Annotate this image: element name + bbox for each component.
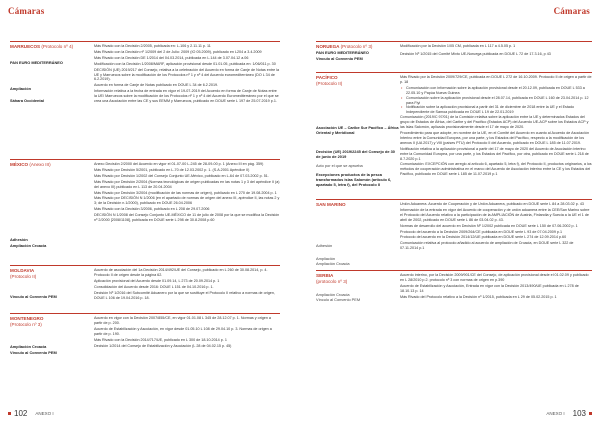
country-section-noruega [316,41,592,69]
bullet-item: • Comunicación sobre la aplicación provisional desde el 28.07.14, publicada en DOUE L 160 de 23.04.2014 p. 12 para Fiyi [400,96,592,106]
left-page [10,41,280,356]
country-section-serbia [316,270,592,303]
row-label: Decisión (UE) 2019/2245 del Consejo de 30 de junio de 2019 [316,149,395,159]
entry-text: Protocolo del acuerdo a la Decisión 2009/264/CE publicada en DOUE serie L 93 de 07.04.2009 p.1 [400,229,563,234]
entry-text: DECISIÓN N 1/2008 del Consejo Conjunto UE-MÉXICO de 11 de julio de 2008 por la que se modifica la Decisión nº 2/2000 [2008/1108], publicada en DOUE serie L 298 de 30.8.2008 p.60 [94,213,280,223]
country-section-marruecos [10,41,280,155]
row-label: Vínculo al Convenio PEM [10,350,57,356]
camaras-logo-right [554,6,590,16]
footer-marker [589,412,592,415]
country-name: MARRUECOS (Protocolo nº 4) [10,44,74,49]
bullet-item: • Notificación sobre la aplicación provisional a partir del 31 de diciembre de 2018 entre la UE y el Estado Independiente de Samoa publicada en DOUE L 19 de 22.01.2019 [400,105,592,115]
entry-text: Más Rivado con la Decisión DE 1/2014 del 04.03.2014, publicada en L.144 de 3.07.04.12 a.06 [94,55,249,60]
entry-text: Más Rivado por Decisión 3/2004 (modificación de las normas de origen), publicado en L 270 de 19.08.2004 p. 1 [94,190,277,195]
country-section-pacifico [316,72,592,196]
entry-text: Consolidación del Acuerdo desde 2016: DOUE L 151 de 04.10.2016 p. 1. [94,284,214,289]
entry-text: Normas de desarrollo del acuerdo en Decisión Nº 1/2002 publicada en DOUE serie L 150 de 07.06.2002 p. 1 [400,223,578,228]
country-section-mexico [10,159,280,261]
logo-text-right: Cámaras [553,6,590,16]
entry-text: Decisión 1/2014 del Consejo de Estabilización y Asociación (L 28 de 04.02.15 p. 45) [94,343,232,348]
footer-marker [8,412,11,415]
entry-text: Procedimiento para que adopte, en nombre de la UE, en el Comité del Acuerdo en cuanto al Acuerdo de Asociación Interino entre la Comunidad Europea, por una parte, y los Estados del Pacífico, respecto a la modificación de los anexos II (UA 2017) y VIII (países PTU) del Protocolo II del Acuerdo, publicado en DOUE L 185 de 11.07.2019. [400,130,590,145]
entry-text: Decisión Nº 1/2015 del Comité Mixto UE-Noruega publicada en DOUE L 72 de 17.3.16, p 43 [400,51,551,56]
row-label: Adhesión [10,236,28,242]
entry-text: Información relativa a la fecha de entrada en vigor el 19-07-2019 del Acuerdo en forma de Canje de Notas entre la UE/ Marruecos sobre la modificación de los Protocolos nº 1 y nº 4 del Acuerdo Euromediterráneo por el que se crea una Asociación entre las CE y sus EEMM y Marruecos, publicado en DOUE serie L 197 de 25.07.2019 p.1. [94,89,279,104]
country-section-san-marino [316,199,592,267]
row-label: Ampliación [316,255,336,261]
country-name: MONTENEGRO (Protocolo nº 3) [10,316,44,327]
footer-right [546,409,586,418]
entry-text: Más Rivado por DECISIÓN N 1/2006 (en el apartado de normas de origen del anexo III, apéndice II, las notas 2 y 3; de la Decisión n.1/2000), publicado en DOUE 26.04.2006 [94,196,280,206]
page-number: 103 [572,409,586,418]
entry-text: Más Rivado con la Decisión 3/2006, publicado en L 208 de 29.07.2006 [94,207,210,212]
right-page [316,41,592,303]
footer-label: ANEXO I [546,411,565,416]
row-label: Adhesión [316,242,333,248]
footer-label: ANEXO I [35,411,54,416]
row-label: Acto por el que se aprueba [316,162,363,168]
row-label: Vínculo al Convenio PEM [316,297,361,303]
country-name: MOLDAVIA (Protocolo II) [10,268,37,279]
entry-text: Más Rivado con la Decisión 2014/717/UE, publicado en L 300 de 18.10.2014 p. 1 [94,337,227,342]
entry-text: Acuerdo de Estabilización y Asociación, Entrada en vigor con la Decisión 2013/490/UE publicada en L 278 de 18.10.13 p. 14 [400,284,579,294]
row-label: Sáhara Occidental [10,98,44,104]
country-name: MÉXICO (Anexo III) [10,162,51,167]
entry-text: Modificación por la Decisión 1/05 CM, publicada en L 117 a 4.5.05 p. 1 [400,44,516,48]
country-section-montenegro [10,313,280,356]
entry-text: Aplicación provisional del Acuerdo desde 01.09.14, L 273 de 20.09.2014 p. 1 [94,278,220,283]
entry-text: Más Rivado por Decisión 1/2002 del Consejo Conjunto UE-México, publicado en L-64 de 07.03.2002 p. 51. [94,173,269,178]
country-name: PACÍFICO (Protocolo II) [316,75,343,86]
camaras-logo [8,6,44,16]
row-label: Asociación UE – Caribe Sur Pacífico – África Oriental y Meridional [316,125,399,136]
entry-text: Decisión Nº 1/2016 del Subcomité Aduanero por la que se sustituye el Protocolo II relativo a normas de origen, DOUE L 106 de 19.04.2016 p. 18. [94,290,275,300]
entry-text: Anexo Decisión 2/2000 del Acuerdo en vigor el 01-07-00 L-245 de 28-09-00 p. 1 (Anexo III en pág. 359) [94,162,264,166]
country-name: SERBIA (protocolo nº 3) [316,273,348,284]
row-label: Excepciones productos de la pesca transformados islas Salomón (artículo 6, apartado 5, letra f), del Protocolo II [316,171,392,187]
row-label: Ampliación Croacia [10,344,47,350]
entry-text: Más Rivado por Decisión 2/2004 (Normas tecnológicas de origen publicadas en las notas 1 y 3 del apéndice II (a) del anexo III) publicado en L 113 de 20.04.2004 [94,179,280,189]
entry-text: Información de la entrada en vigor del Acuerdo de cooperación y de unión aduanera entre la CEE/San Marino sobre el Protocolo del Acuerdo relativo a la participación de la AMPLIACIÓN de Austria, Finlandia y Suecia a la UE el 1 de abril de 2002, publicado en DOUE serie L 86 de 03.04.02 p. 43. [400,207,590,222]
row-label: Ampliación Croacia [316,291,350,297]
entry-text: Comunicación: EXCEPCIÓN con arreglo al artículo 6, apartado 5, letra f), del Protocolo II, productos originarios, a los métodos de cooperación administrativa en el marco del Acuerdo de Asociación interino entre la CE y los Estados del Pacífico, publicado en DOUE serie L 185 de 11.07.2019 p.1 [400,162,592,177]
entry-text: Acuerdo en vigor con la Decisión 2007/855/CE, en vigor 01.01.08 L 345 de 28.12.07 p. 1. Normas y origen a partir de p. 200. [94,316,271,325]
row-label: Vínculo al Convenio PEM [316,55,363,61]
footer-left [14,409,54,418]
entry-text: Notificación relativa a la aplicación provisional a partir del 17 de mayo de 2020 del Acuerdo de Asociación interino entre la Comunidad Europea, por una parte, y los Estados del Pacífico, por otra, publicado en DOUE serie L 218 de 8.7.2020 p.1 [400,146,589,161]
entry-text: Acuerdo en forma de Canje de Notas publicado en DOUE L 34 de 6.2.2019. [94,83,219,88]
entry-text: Más Rivado del Protocolo relativo a la Decisión nº 1/2015, publicada en L 29 de 05.02.2015 p. 1 [400,294,557,299]
entry-text: Más Rivado con la Decisión 2/2005, publicada en: L-106 y 2.11.11 p. 11 [94,44,211,48]
logo-text: Cámaras [8,6,45,16]
country-name: NORUEGA (Protocolo nº 3) [316,44,373,49]
row-label: Ampliación Croacia [10,242,47,248]
entry-text: Más Rivado con la Decisión nº 1/2009 del 2 de Julio: 2009 (IO 05.2009), publicado en L204 a 3.4.2009 [94,49,262,54]
entry-text: Más Rivado por la Decisión 2009/729/CE, publicada en DOUE L 272 de 16.10.2009. Protocolo II de origen a partir de p. 18 [400,75,592,84]
row-label: Ampliación [10,85,31,91]
entry-text: DECISIÓN (UE) 2019/217 del Consejo, relativa a la celebración del Acuerdo en forma de Canje de Notas entre la UE y Marruecos sobre la modificación de los Protocolos nº 1 y nº 4 del Acuerdo euromediterráneo (DO L 34 de 6.2.2019). [94,67,280,82]
entry-text: Más Rivado por Decisión 5/2001, publicado en L-70 de 12.03.2002 p. 1. (S.A.2001 Apéndice II) [94,167,250,172]
entry-text: Comunicación (2019/C 97/01) de la Comisión relativa sobre la aplicación entre la UE y determinados Estados del grupo de Estados de África, del Caribe y del Pacífico (Estados ACP) del Acuerdo UE-ACP sobre los Estados ACP y las Islas Salomón, aplicada provisionalmente desde el 17 de mayo de 2020. [400,115,589,130]
row-label: PAN EURO MEDITERRÁNEO [10,59,63,65]
entry-text: Acuerdo de asociación del 1a Decisión 2014/492/UE del Consejo, publicado en L 260 de 30.08.2014, p. 4. Protocolo II de origen desde la página 62. [94,268,268,277]
row-label: Ampliación Croacia [316,261,350,267]
country-section-moldavia [10,265,280,309]
bullet-item: • Comunicación con información sobre la aplicación provisional desde el 20.12.09, publicada en DOUE L 533 a 22.05.10 y Papúa Nueva Guinea [400,86,592,96]
row-label: PAN EURO MEDITERRÁNEO [316,49,369,55]
entry-text: Protocolo del acuerdo en la Decisión 2014/12/UE publicada en DOUE serie L 274 de 12.09.2014 p.60 [400,235,567,240]
entry-text: Comunicación relativa al protocolo añadido al acuerdo de ampliación de Croacia, en DOUE serie L 322 de 07.11.2014 p.1 [400,241,574,251]
row-label: Vínculo al Convenio PEM [10,294,57,300]
entry-text: Modificación con la Decisión 1/2008/MARF, aplicación provisional desde 01.01.05, publicada en: 1/06/011 p. 30 [94,61,276,66]
page-number: 102 [14,409,28,418]
entry-text: Acuerdo de Estabilización y Asociación, en vigor desde 01.05.10 L 108 de 29.04.10 p. 3. Normas de origen a partir de p. 190. [94,326,272,336]
country-name: SAN MARINO [316,202,346,207]
entry-text: Acuerdo interino, por la Decisión 2009/901/CE del Consejo, de aplicación provisional desde el 01.02.09 y publicado en L 28/2010 p.2. protocolo nº 3 con normas de origen en p.390 [400,273,589,283]
entry-text: Unión Aduanera. Acuerdo de Cooperación y de Unión Aduanera, publicado en DOUE serie L 84 a 28.03.02 p. 43 [400,202,584,206]
